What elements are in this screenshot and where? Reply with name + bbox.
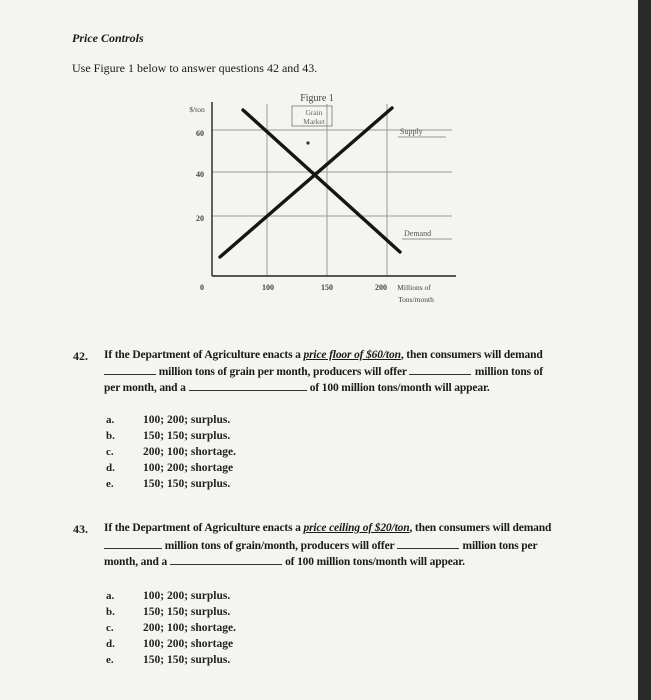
figure-1-chart (0, 0, 638, 320)
q43-option-d-letter: d. (106, 638, 115, 650)
q43-line1-pre: If the Department of Agriculture enacts a (104, 522, 304, 534)
q43-blank-result (170, 554, 282, 565)
demand-label: Demand (404, 229, 432, 238)
q43-price-ceiling: price ceiling of $20/ton (303, 522, 410, 534)
q42-line1 (104, 349, 543, 361)
x-tick-200: 200 (375, 283, 387, 292)
q43-line1 (104, 522, 551, 534)
intro-instruction: Use Figure 1 below to answer questions 42 and 43. (72, 61, 318, 75)
q42-option-a-letter: a. (106, 414, 115, 426)
q42-option-b-letter: b. (106, 430, 115, 442)
q42-blank-demand (104, 364, 156, 375)
figure-title: Figure 1 (300, 93, 334, 104)
q43-option-a-letter: a. (106, 590, 115, 602)
q43-option-b[interactable]: 150; 150; surplus. (143, 606, 231, 618)
y-tick-0: 0 (200, 283, 204, 292)
q42-option-d-letter: d. (106, 462, 115, 474)
q42-line2-end: million tons of (474, 366, 543, 378)
q43-option-d[interactable]: 100; 200; shortage (143, 638, 234, 650)
q42-line3-pre: per month, and a (104, 382, 186, 394)
section-heading: Price Controls (72, 31, 144, 45)
q43-line3-pre: month, and a (104, 556, 168, 568)
y-axis-label: $/ton (189, 105, 205, 114)
q42-option-c[interactable]: 200; 100; shortage. (143, 446, 236, 458)
q43-option-c-letter: c. (106, 622, 114, 634)
q42-line1-post: , then consumers will demand (400, 349, 543, 361)
q42-option-e-letter: e. (106, 478, 114, 490)
q43-line3-end: of 100 million tons/month will appear. (285, 556, 465, 568)
q42-line3 (104, 380, 490, 394)
q42-option-e[interactable]: 150; 150; surplus. (143, 478, 231, 490)
x-tick-150: 150 (321, 283, 333, 292)
q43-number: 43. (73, 522, 88, 536)
q43-option-b-letter: b. (106, 606, 115, 618)
x-tick-100: 100 (262, 283, 274, 292)
q43-blank-demand (104, 538, 162, 549)
q42-option-d[interactable]: 100; 200; shortage (143, 462, 234, 474)
figure-subtitle-line2: Market (303, 117, 325, 126)
q43-option-c[interactable]: 200; 100; shortage. (143, 622, 236, 634)
y-tick-40: 40 (196, 170, 204, 179)
q42-price-floor: price floor of $60/ton (303, 349, 401, 361)
q43-blank-offer (397, 538, 459, 549)
supply-label: Supply (400, 127, 423, 136)
y-tick-60: 60 (196, 129, 204, 138)
x-axis-label-line1: Millions of (397, 283, 431, 292)
q42-line1-pre: If the Department of Agriculture enacts a (104, 349, 304, 361)
q42-option-a[interactable]: 100; 200; surplus. (143, 414, 231, 426)
q42-number: 42. (73, 349, 88, 363)
q42-blank-result (189, 380, 307, 391)
x-axis-label-line2: Tons/month (398, 295, 434, 304)
figure-subtitle-line1: Grain (305, 108, 323, 117)
q43-line3 (104, 554, 465, 568)
q43-option-e[interactable]: 150; 150; surplus. (143, 654, 231, 666)
q43-line2 (104, 538, 537, 552)
q43-line2-mid: million tons of grain/month, producers will offer (162, 540, 395, 552)
q43-line1-post: , then consumers will demand (409, 522, 552, 534)
q43-line2-end: million tons per (462, 540, 538, 552)
y-tick-20: 20 (196, 214, 204, 223)
q42-line3-end: of 100 million tons/month will appear. (309, 382, 490, 394)
q43-option-e-letter: e. (106, 654, 114, 666)
q42-line2-mid: million tons of grain per month, producers will offer (156, 366, 407, 378)
q42-blank-offer (409, 364, 471, 375)
q42-option-c-letter: c. (106, 446, 114, 458)
page-edge-shadow (638, 0, 651, 700)
chart-dot (306, 141, 309, 144)
q42-line2 (104, 364, 543, 378)
q42-option-b[interactable]: 150; 150; surplus. (143, 430, 231, 442)
q43-option-a[interactable]: 100; 200; surplus. (143, 590, 231, 602)
